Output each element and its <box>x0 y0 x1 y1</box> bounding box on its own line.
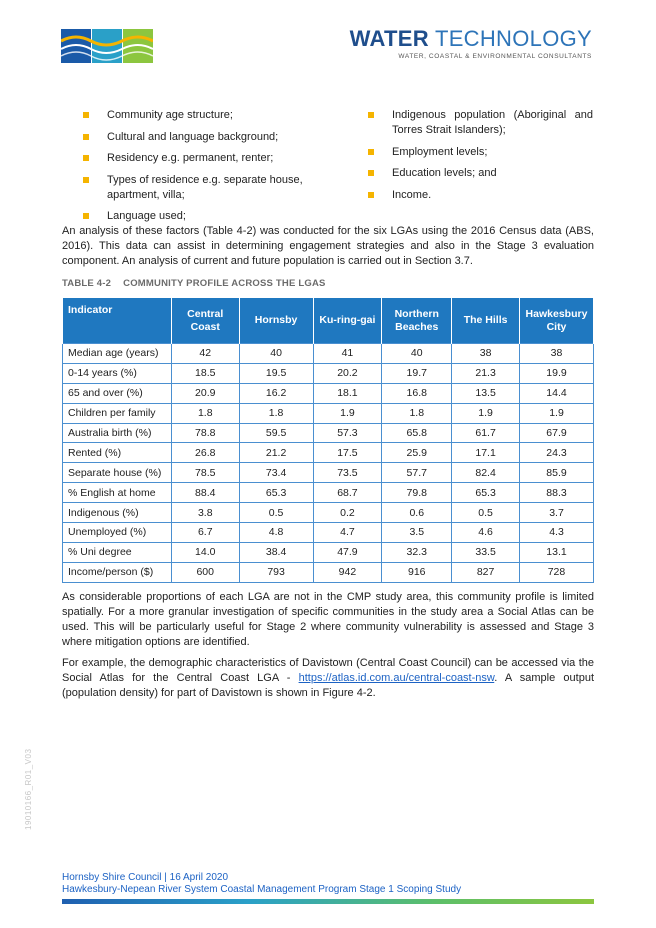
table-cell: 793 <box>239 562 313 582</box>
table-cell: 1.9 <box>313 403 382 423</box>
table-cell: 18.1 <box>313 383 382 403</box>
table-caption-number: TABLE 4-2 <box>62 278 112 289</box>
table-row-label: Separate house (%) <box>63 463 172 483</box>
table-cell: 82.4 <box>452 463 520 483</box>
table-cell: 728 <box>519 562 593 582</box>
table-cell: 40 <box>382 344 452 364</box>
table-row-label: Median age (years) <box>63 344 172 364</box>
bullet-square-icon <box>83 155 89 161</box>
table-cell: 88.4 <box>171 483 239 503</box>
page-footer <box>62 872 461 896</box>
table-row <box>63 443 594 463</box>
bullet-text: Residency e.g. permanent, renter; <box>107 152 274 164</box>
table-row-label: Children per family <box>63 403 172 423</box>
bullet-text: Cultural and language background; <box>107 130 279 143</box>
bullet-item <box>83 108 328 123</box>
table-cell: 24.3 <box>519 443 593 463</box>
table-row <box>63 403 594 423</box>
table-header-cell: Northern Beaches <box>382 298 452 344</box>
table-cell: 65.8 <box>382 423 452 443</box>
bullet-item <box>368 188 593 203</box>
bullet-text: Types of residence e.g. separate house, apartment, villa; <box>107 173 303 201</box>
table-row-label: 65 and over (%) <box>63 383 172 403</box>
table-cell: 79.8 <box>382 483 452 503</box>
table-cell: 1.9 <box>452 403 520 423</box>
paragraph-analysis: An analysis of these factors (Table 4-2) was conducted for the six LGAs using the 2016 Census data (ABS, 2016). This data can assist in determining engagement strategies and also in the Stage 3 evaluation component. An analysis of current and future population is carried out in Section 3.7. <box>62 225 594 267</box>
table-cell: 600 <box>171 562 239 582</box>
table-cell: 68.7 <box>313 483 382 503</box>
bullet-text: Income. <box>392 188 432 201</box>
bullet-square-icon <box>83 177 89 183</box>
table-header-row <box>63 298 594 344</box>
table-cell: 25.9 <box>382 443 452 463</box>
brand-title: WATER TECHNOLOGY <box>349 26 592 51</box>
table-cell: 20.9 <box>171 383 239 403</box>
table-cell: 6.7 <box>171 523 239 543</box>
bullet-text: Employment levels; <box>392 145 488 158</box>
bullet-square-icon <box>368 112 374 118</box>
table-cell: 38 <box>452 344 520 364</box>
paragraph-social-atlas: For example, the demographic characteristics of Davistown (Central Coast Council) can be accessed via the Social Atlas for the Central Coast LGA - https://atlas.id.com.au/central-coast-nsw. A sample output (population density) for part of Davistown is shown in Figure 4-2. <box>62 657 594 699</box>
bullet-item <box>83 173 328 203</box>
table-cell: 16.2 <box>239 383 313 403</box>
table-cell: 57.7 <box>382 463 452 483</box>
bullet-text: Community age structure; <box>107 109 233 121</box>
table-cell: 942 <box>313 562 382 582</box>
table-cell: 19.7 <box>382 363 452 383</box>
footer-color-bar <box>62 899 594 904</box>
bullet-item <box>368 108 593 138</box>
table-header-cell: The Hills <box>452 298 520 344</box>
community-profile-table <box>62 297 594 583</box>
table-row-label: Indigenous (%) <box>63 503 172 523</box>
document-code: 19010166_R01_V03 <box>24 748 33 830</box>
table-row <box>63 523 594 543</box>
table-row-label: % English at home <box>63 483 172 503</box>
table-cell: 65.3 <box>239 483 313 503</box>
footer-project-title: Hawkesbury-Nepean River System Coastal Management Program Stage 1 Scoping Study <box>62 884 462 895</box>
table-header-cell: Hornsby <box>239 298 313 344</box>
table-caption-title: COMMUNITY PROFILE ACROSS THE LGAS <box>123 278 326 289</box>
table-cell: 21.2 <box>239 443 313 463</box>
table-cell: 4.7 <box>313 523 382 543</box>
table-row <box>63 503 594 523</box>
table-cell: 20.2 <box>313 363 382 383</box>
table-row-label: Income/person ($) <box>63 562 172 582</box>
table-row <box>63 562 594 582</box>
bullet-square-icon <box>83 134 89 140</box>
bullet-item <box>368 145 593 160</box>
table-cell: 4.6 <box>452 523 520 543</box>
bullet-square-icon <box>83 213 89 219</box>
table-cell: 19.5 <box>239 363 313 383</box>
table-cell: 32.3 <box>382 542 452 562</box>
table-cell: 61.7 <box>452 423 520 443</box>
table-row-label: Unemployed (%) <box>63 523 172 543</box>
social-atlas-link[interactable]: https://atlas.id.com.au/central-coast-nsw <box>298 672 495 684</box>
footer-client-date: Hornsby Shire Council | 16 April 2020 <box>62 872 229 883</box>
table-cell: 13.1 <box>519 542 593 562</box>
table-cell: 67.9 <box>519 423 593 443</box>
table-row <box>63 542 594 562</box>
bullet-item <box>83 130 328 145</box>
table-cell: 0.5 <box>452 503 520 523</box>
bullet-square-icon <box>368 149 374 155</box>
table-cell: 18.5 <box>171 363 239 383</box>
table-cell: 65.3 <box>452 483 520 503</box>
table-cell: 1.8 <box>382 403 452 423</box>
bullet-square-icon <box>368 192 374 198</box>
bullet-list-left <box>83 108 328 231</box>
table-header-cell: Ku-ring-gai <box>313 298 382 344</box>
table-cell: 1.8 <box>171 403 239 423</box>
table-cell: 21.3 <box>452 363 520 383</box>
table-cell: 73.5 <box>313 463 382 483</box>
table-cell: 3.8 <box>171 503 239 523</box>
table-row <box>63 344 594 364</box>
table-cell: 4.3 <box>519 523 593 543</box>
table-row <box>63 423 594 443</box>
brand-block <box>350 27 592 60</box>
table-row <box>63 483 594 503</box>
table-cell: 59.5 <box>239 423 313 443</box>
table-row <box>63 383 594 403</box>
table-cell: 26.8 <box>171 443 239 463</box>
table-cell: 88.3 <box>519 483 593 503</box>
table-cell: 0.5 <box>239 503 313 523</box>
table-cell: 827 <box>452 562 520 582</box>
table-cell: 38 <box>519 344 593 364</box>
table-cell: 1.9 <box>519 403 593 423</box>
table-cell: 0.2 <box>313 503 382 523</box>
table-row-label: Australia birth (%) <box>63 423 172 443</box>
table-cell: 78.8 <box>171 423 239 443</box>
table-cell: 0.6 <box>382 503 452 523</box>
table-cell: 3.5 <box>382 523 452 543</box>
table-row <box>63 463 594 483</box>
paragraph-community-profile-limits: As considerable proportions of each LGA are not in the CMP study area, this community profile is limited spatially. For a more granular investigation of specific communities in the study area a Social Atlas can be used. This will be particularly useful for Stage 2 where community vulnerability is assessed and Stage 3 where mitigation options are identified. <box>62 591 594 648</box>
table-row <box>63 363 594 383</box>
table-cell: 14.0 <box>171 542 239 562</box>
table-cell: 14.4 <box>519 383 593 403</box>
table-caption <box>62 278 326 289</box>
table-cell: 13.5 <box>452 383 520 403</box>
table-header-cell: Hawkesbury City <box>519 298 593 344</box>
table-cell: 40 <box>239 344 313 364</box>
bullet-square-icon <box>83 112 89 118</box>
table-cell: 3.7 <box>519 503 593 523</box>
table-header-cell: Central Coast <box>171 298 239 344</box>
table-row-label: % Uni degree <box>63 542 172 562</box>
table-cell: 38.4 <box>239 542 313 562</box>
table-cell: 85.9 <box>519 463 593 483</box>
table-cell: 33.5 <box>452 542 520 562</box>
table-cell: 17.5 <box>313 443 382 463</box>
bullet-text: Indigenous population (Aboriginal and Torres Strait Islanders); <box>392 109 593 136</box>
table-cell: 4.8 <box>239 523 313 543</box>
table-cell: 42 <box>171 344 239 364</box>
table-header-cell: Indicator <box>63 298 172 344</box>
table-cell: 57.3 <box>313 423 382 443</box>
bullet-text: Language used; <box>107 210 186 222</box>
bullet-text: Education levels; and <box>392 167 497 179</box>
bullet-item <box>83 151 328 166</box>
table-cell: 916 <box>382 562 452 582</box>
bullet-item <box>83 209 328 224</box>
brand-subtitle: WATER, COASTAL & ENVIRONMENTAL CONSULTANTS <box>398 53 592 60</box>
table-row-label: 0-14 years (%) <box>63 363 172 383</box>
table-cell: 1.8 <box>239 403 313 423</box>
table-cell: 16.8 <box>382 383 452 403</box>
table-cell: 19.9 <box>519 363 593 383</box>
table-cell: 73.4 <box>239 463 313 483</box>
table-row-label: Rented (%) <box>63 443 172 463</box>
water-technology-logo-icon <box>61 29 153 63</box>
table-cell: 17.1 <box>452 443 520 463</box>
table-cell: 47.9 <box>313 542 382 562</box>
table-cell: 78.5 <box>171 463 239 483</box>
bullet-item <box>368 166 593 181</box>
bullet-list-right <box>368 108 593 209</box>
bullet-square-icon <box>368 170 374 176</box>
table-cell: 41 <box>313 344 382 364</box>
